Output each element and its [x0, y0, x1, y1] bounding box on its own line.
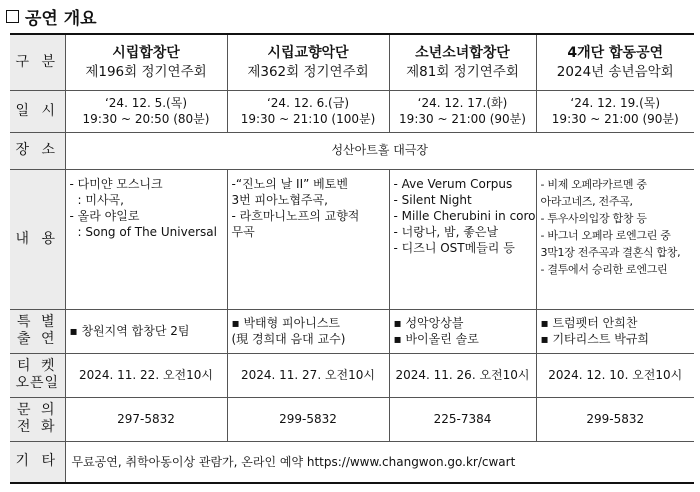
contact-phone: 225-7384 — [389, 397, 536, 441]
performers-label-line-2: 출 연 — [17, 331, 58, 347]
program-item: - 다미얀 모스니크 — [69, 176, 163, 191]
schedule-date: ‘24. 12. 19.(목) — [570, 95, 661, 110]
venue-value: 성산아트홀 대극장 — [65, 132, 694, 169]
program-item: - 바그너 오페라 로엔그린 중 — [540, 228, 671, 242]
ticket-label — [10, 353, 65, 397]
schedule-cell-1 — [65, 90, 227, 132]
performer-item: ▪ 트럼펫터 안희찬 — [541, 315, 691, 331]
header-col-2-name: 시립교향악단 — [267, 44, 349, 61]
program-item: - Ave Verum Corpus — [393, 176, 513, 191]
program-item: - 올라 야일로 — [69, 208, 140, 223]
contact-phone: 297-5832 — [65, 397, 227, 441]
schedule-time: 19:30 ~ 21:00 (90분) — [399, 112, 526, 126]
ticket-open-date: 2024. 11. 27. 오전10시 — [227, 353, 389, 397]
schedule-date: ‘24. 12. 5.(목) — [104, 95, 188, 110]
performers-cell-1 — [65, 309, 227, 353]
schedule-time: 19:30 ~ 21:00 (90분) — [551, 112, 679, 126]
schedule-time: 19:30 ~ 21:10 (100분) — [240, 112, 376, 126]
section-title-text: 공연 개요 — [25, 9, 97, 29]
program-item: - 투우사의입장 합창 등 — [540, 211, 647, 225]
performer-item: ▪ 기타리스트 박규희 — [541, 331, 691, 347]
program-item: -“진노의 날 II” 베토벤 — [231, 176, 348, 191]
content-cell-1 — [65, 169, 227, 309]
ticket-label-line-2: 오픈일 — [15, 375, 60, 391]
section-title — [6, 4, 97, 29]
header-col-1-name: 시립합창단 — [112, 44, 180, 61]
program-item: - Silent Night — [393, 192, 472, 207]
program-item: : 미사곡, — [77, 192, 124, 207]
performer-item: ▪ 박태형 피아니스트 — [232, 315, 385, 331]
program-item: - 너랑나, 밤, 좋은날 — [393, 225, 499, 240]
header-label: 구 분 — [10, 34, 65, 90]
schedule-cell-3 — [389, 90, 536, 132]
content-label: 내 용 — [10, 169, 65, 309]
content-cell-2 — [227, 169, 389, 309]
program-item: 아라고네즈, 전주곡, — [540, 194, 633, 208]
header-row — [10, 34, 694, 90]
performers-row — [10, 309, 694, 353]
schedule-date: ‘24. 12. 6.(금) — [266, 95, 350, 110]
performer-item: ▪ 창원지역 합창단 2팀 — [70, 323, 223, 339]
header-col-3-sub: 제81회 정기연주회 — [406, 63, 519, 80]
performers-cell-3 — [389, 309, 536, 353]
header-col-2-sub: 제362회 정기연주회 — [247, 63, 369, 80]
performer-item: ▪ 바이올린 솔로 — [394, 331, 532, 347]
program-item: - 비제 오페라카르멘 중 — [540, 177, 647, 191]
ticket-label-line-1: 티 켓 — [17, 357, 58, 374]
etc-value: 무료공연, 취학아동이상 관람가, 온라인 예약 https://www.changwon.go.kr/cwart — [65, 441, 694, 483]
contact-phone: 299-5832 — [536, 397, 694, 441]
performers-cell-4 — [536, 309, 694, 353]
header-col-2 — [227, 34, 389, 90]
ticket-open-date: 2024. 11. 22. 오전10시 — [65, 353, 227, 397]
program-item: 무곡 — [231, 225, 255, 240]
content-row — [10, 169, 694, 309]
program-item: - 결투에서 승리한 로엔그린 — [540, 262, 668, 276]
contact-label-line-2: 전 화 — [17, 419, 58, 435]
performer-item: ▪ 성악앙상블 — [394, 315, 532, 331]
schedule-row — [10, 90, 694, 132]
ticket-open-date: 2024. 12. 10. 오전10시 — [536, 353, 694, 397]
schedule-time: 19:30 ~ 20:50 (80분) — [82, 112, 210, 126]
performers-label-line-1: 특 별 — [17, 313, 58, 330]
header-col-4-sub: 2024년 송년음악회 — [556, 63, 674, 80]
performers-label — [10, 309, 65, 353]
header-col-4-name: 4개단 합동공연 — [567, 44, 664, 61]
program-item: : Song of The Universal — [77, 225, 217, 240]
schedule-cell-2 — [227, 90, 389, 132]
program-item: - 디즈니 OST메들리 등 — [393, 241, 515, 256]
performance-overview-table — [10, 33, 694, 484]
content-cell-4 — [536, 169, 694, 309]
venue-label: 장 소 — [10, 132, 65, 169]
program-item: 3막1장 전주곡과 결혼식 합창, — [540, 245, 681, 259]
schedule-cell-4 — [536, 90, 694, 132]
performers-cell-2 — [227, 309, 389, 353]
header-col-1-sub: 제196회 정기연주회 — [85, 63, 207, 80]
program-item: - 라흐마니노프의 교향적 — [231, 208, 360, 223]
contact-phone: 299-5832 — [227, 397, 389, 441]
venue-row — [10, 132, 694, 169]
contact-label-line-1: 문 의 — [17, 401, 58, 418]
checkbox-square-icon — [6, 10, 19, 23]
program-item: - Mille Cherubini in coro — [393, 208, 536, 223]
header-col-3-name: 소년소녀합창단 — [415, 44, 510, 61]
etc-row — [10, 441, 694, 483]
ticket-open-date: 2024. 11. 26. 오전10시 — [389, 353, 536, 397]
header-col-1 — [65, 34, 227, 90]
header-col-4 — [536, 34, 694, 90]
schedule-date: ‘24. 12. 17.(화) — [417, 95, 508, 110]
header-col-3 — [389, 34, 536, 90]
schedule-label: 일 시 — [10, 90, 65, 132]
performer-note: (現 경희대 음대 교수) — [231, 332, 346, 346]
program-item: 3번 피아노협주곡, — [231, 192, 328, 207]
etc-label: 기 타 — [10, 441, 65, 483]
ticket-row — [10, 353, 694, 397]
contact-row — [10, 397, 694, 441]
contact-label — [10, 397, 65, 441]
content-cell-3 — [389, 169, 536, 309]
